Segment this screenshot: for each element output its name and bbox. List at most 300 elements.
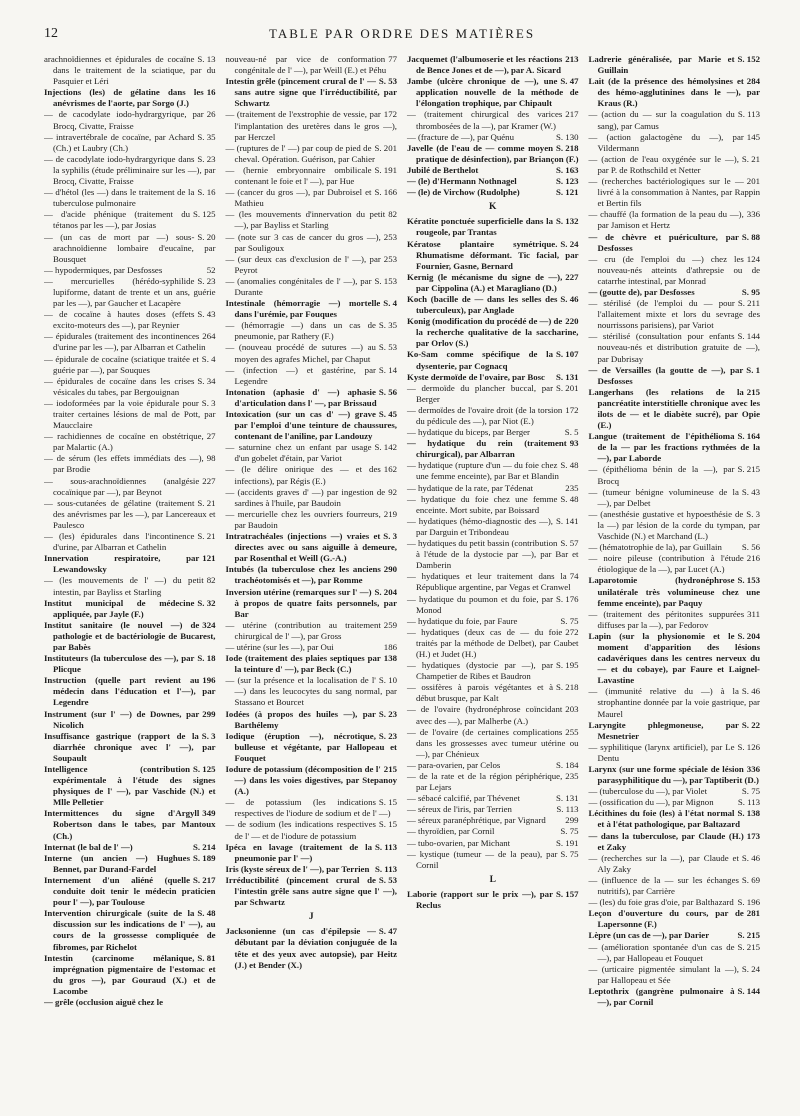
page-reference: S. 191 bbox=[556, 837, 579, 848]
index-entry bbox=[44, 453, 216, 475]
index-entry bbox=[589, 897, 761, 908]
page-reference: 172 bbox=[565, 404, 579, 415]
index-entry bbox=[44, 675, 216, 708]
entry-text: Jacksonienne (un cas d'épilepsie — débutant par la déviation conjuguée de la tête et des yeux avec autopsie), par Heitz (J.) et Bender (X.) bbox=[225, 926, 397, 970]
page-reference: S. 191 bbox=[374, 164, 397, 175]
entry-text: Internat (le bal de l' —) bbox=[44, 841, 133, 852]
entry-text: Jubilé de Berthelot bbox=[407, 164, 479, 175]
entry-text: — hydatique du foie, par Faure bbox=[407, 615, 518, 626]
index-entry bbox=[226, 642, 398, 653]
entry-text: — (hémorragie —) dans un cas de pneumonie, par Rathery (F.) bbox=[225, 320, 376, 342]
entry-text: Kératose plantaire symétrique. Rhumatisme déformant. Tic facial, par Fournier, Gasne, Bernard bbox=[407, 238, 579, 271]
page-reference: S. 10 bbox=[378, 675, 397, 686]
entry-text: — de l'ovaire (hydronéphrose coïncidant avec des —), par Malherbe (A.) bbox=[407, 704, 563, 726]
index-entry bbox=[589, 54, 761, 76]
entry-text: — de la rate et de la région périphérique, par Lejars bbox=[407, 771, 563, 793]
entry-text: — chauffé (la formation de la peau du —), par Jamison et Hertz bbox=[588, 209, 744, 231]
entry-text: — syphilitique (larynx artificiel), par Le Dentu bbox=[588, 741, 735, 763]
page-reference: S. 214 bbox=[193, 841, 216, 852]
page-reference: 215 bbox=[383, 764, 397, 774]
entry-text: — (action du — sur la coagulation du sang), par Camus bbox=[588, 109, 735, 131]
index-entry bbox=[226, 709, 398, 731]
index-entry bbox=[589, 298, 761, 331]
index-entry bbox=[407, 571, 579, 593]
index-entry bbox=[44, 354, 216, 376]
page-number: 12 bbox=[44, 26, 58, 41]
index-entry bbox=[589, 76, 761, 109]
page-reference: S. 75 bbox=[741, 786, 760, 797]
index-entry bbox=[226, 387, 398, 409]
entry-text: Konig (modification du procédé de —) de la recherche qualitative de la saccharine, par Orlov (S.) bbox=[407, 316, 579, 349]
page-reference: 121 bbox=[202, 553, 216, 564]
entry-text: — (infection —) et gastérine, par Legendre bbox=[225, 364, 376, 386]
index-entry bbox=[226, 298, 398, 320]
page-reference: S. 131 bbox=[556, 793, 579, 804]
page-reference: 284 bbox=[746, 76, 760, 87]
entry-text: — sous-arachnoïdiennes (analgésie cocaïnique par —), par Beynot bbox=[44, 475, 200, 497]
page-reference: S. 21 bbox=[741, 153, 760, 164]
index-entry bbox=[407, 294, 579, 316]
index-entry bbox=[589, 542, 761, 553]
index-entry bbox=[407, 349, 579, 371]
entry-text: — (traitement chirurgical des varices thrombosées de la —), par Kramer (W.) bbox=[407, 109, 563, 131]
page-reference: S. 5 bbox=[564, 427, 579, 438]
page-reference: 196 bbox=[202, 675, 216, 686]
page-reference: S. 153 bbox=[737, 575, 760, 586]
entry-text: — (les) du foie gras d'oie, par Balthazard bbox=[588, 897, 734, 908]
entry-text: — (cancer du gros —), par Dubroisel et Mathieu bbox=[225, 187, 372, 209]
entry-text: Jambe (ulcère chronique de —), une application nouvelle de la méthode de l'élongation trophique, par Chipault bbox=[407, 76, 579, 109]
page-reference: S. 3 bbox=[383, 531, 397, 542]
entry-text: — (ruptures de l' —) par coup de pied de cheval. Opération. Guérison, par Cahier bbox=[225, 142, 375, 164]
index-entry bbox=[589, 331, 761, 364]
entry-text: — épidurales de cocaïne dans les crises vésicales du tabes, par Bergouignan bbox=[44, 375, 195, 397]
index-column bbox=[44, 54, 216, 1116]
index-column bbox=[407, 54, 579, 1116]
entry-text: Lèpre (un cas de —), par Darier bbox=[588, 930, 710, 941]
index-entry bbox=[589, 942, 761, 964]
index-entry bbox=[589, 365, 761, 387]
page-reference: S. 163 bbox=[556, 164, 579, 175]
page-reference: 213 bbox=[565, 54, 579, 64]
entry-text: — intravertébrale de cocaïne, par Achard (Ch.) et Laubry (Ch.) bbox=[44, 131, 195, 153]
page-reference: 93 bbox=[569, 438, 579, 449]
index-entry bbox=[407, 760, 579, 771]
entry-text: — (anomalies congénitales de l' —), par Durante bbox=[225, 275, 372, 297]
page-reference: 227 bbox=[202, 475, 216, 486]
index-entry bbox=[407, 793, 579, 804]
entry-text: Iode (traitement des plaies septiques par la teinture d' —), par Beck (C.) bbox=[225, 653, 381, 675]
index-entry bbox=[589, 387, 761, 431]
index-entry bbox=[44, 87, 216, 109]
page-reference: S. 75 bbox=[560, 615, 579, 626]
page-reference: S. 15 bbox=[378, 797, 397, 808]
index-entry bbox=[407, 838, 579, 849]
entry-text: — (recherches bactériologiques sur le — livré à la consommation à Nantes, par Rappin et Bertin fils bbox=[588, 176, 760, 209]
entry-text: — de cacodylate iodo-hydrargyrique, par Brocq, Civatte, Fraisse bbox=[44, 109, 204, 131]
index-entry bbox=[589, 509, 761, 542]
index-entry bbox=[589, 575, 761, 608]
page-reference: S. 47 bbox=[378, 926, 397, 937]
entry-text: — (épithélioma bénin de la —), par Brocq bbox=[588, 464, 735, 486]
index-entry bbox=[226, 76, 398, 109]
entry-text: — hydatiques et leur traitement dans la République argentine, par Vegas et Cranwel bbox=[407, 571, 571, 593]
entry-text: Lait (de la présence des hémolysines et des hémo-agglutinines dans le —), par Kraus (R.) bbox=[588, 76, 760, 109]
entry-text: — de chèvre et puériculture, par Desfosses bbox=[588, 231, 739, 253]
index-entry bbox=[226, 442, 398, 464]
index-entry bbox=[226, 531, 398, 564]
entry-text: Instruction (quelle part revient au médecin dans l'éducation et l'—), par Legendre bbox=[44, 675, 216, 708]
index-entry bbox=[407, 494, 579, 516]
index-entry bbox=[44, 232, 216, 265]
index-entry bbox=[589, 487, 761, 509]
index-entry bbox=[589, 431, 761, 464]
entry-text: Intestin (carcinome mélanique, imprégnation pigmentaire de l'estomac et du gros —), par Gouraud (X.) et de Lacombe bbox=[44, 952, 216, 996]
entry-text: — (amélioration spontanée d'un cas de —), par Hallopeau et Fouquet bbox=[588, 941, 735, 963]
index-entry bbox=[226, 731, 398, 764]
page-reference: S. 22 bbox=[741, 719, 760, 730]
entry-text: — stérilisé (consultation pour enfants nouveau-nés et distribution gratuite de —), par Dubrisay bbox=[588, 331, 760, 364]
entry-text: — cru (de l'emploi du —) chez les nouveau-nés atteints d'athrepsie ou de catarrhe intestinal, par Monrad bbox=[588, 253, 760, 286]
index-entry bbox=[226, 464, 398, 486]
page-reference: S. 176 bbox=[556, 593, 579, 604]
page-reference: S. 53 bbox=[378, 342, 397, 353]
index-entry bbox=[44, 598, 216, 620]
page-reference: S. 69 bbox=[741, 874, 760, 885]
section-letter: L bbox=[489, 874, 496, 885]
index-entry bbox=[226, 143, 398, 165]
entry-text: Instituteurs (la tuberculose des —), par Plicque bbox=[44, 653, 195, 675]
index-entry bbox=[407, 176, 579, 187]
entry-text: — d'acide phénique (traitement du tétanos par les —), par Josias bbox=[44, 209, 190, 231]
entry-text: — hydatiques (hémo-diagnostic des —), par Darguin et Tribondeau bbox=[407, 515, 553, 537]
entry-text: — dermoïdes de l'ovaire droit (de la torsion du pédicule des —), par Niot (E.) bbox=[407, 404, 563, 426]
index-entry bbox=[589, 875, 761, 897]
entry-text: — ossifères à parois végétantes et à début brusque, par Kalt bbox=[407, 682, 553, 704]
entry-text: — (fracture de —), par Quénu bbox=[407, 131, 514, 142]
index-entry bbox=[226, 276, 398, 298]
index-entry bbox=[226, 409, 398, 442]
page-reference: 52 bbox=[206, 264, 216, 275]
entry-text: — (action galactogène du —), par Vildermann bbox=[588, 131, 744, 153]
index-entry bbox=[226, 675, 398, 708]
entry-text: — (urticaire pigmentée simulant la —), par Hallopeau et Sée bbox=[588, 963, 739, 985]
index-entry bbox=[589, 287, 761, 298]
page-reference: 172 bbox=[383, 109, 397, 120]
page-reference: S. 57 bbox=[560, 538, 579, 549]
page-reference: 235 bbox=[565, 771, 579, 781]
entry-text: — (sur deux cas d'exclusion de l' —), par Peyrot bbox=[225, 253, 381, 275]
index-entry bbox=[407, 516, 579, 538]
index-entry bbox=[407, 889, 579, 911]
index-entry bbox=[589, 176, 761, 209]
index-entry bbox=[589, 831, 761, 853]
index-entry bbox=[44, 620, 216, 653]
page-reference: S. 46 bbox=[741, 852, 760, 863]
page-reference: S. 45 bbox=[378, 409, 397, 419]
index-entry bbox=[407, 54, 579, 76]
page-reference: 235 bbox=[565, 482, 579, 493]
index-entry bbox=[226, 165, 398, 187]
entry-text: Intermittences du signe d'Argyll Robertson dans le tabes, par Mantoux (Ch.) bbox=[44, 808, 216, 841]
index-entry bbox=[589, 254, 761, 287]
index-entry bbox=[44, 764, 216, 808]
entry-text: Institut municipal de médecine appliquée, par Jayle (F.) bbox=[44, 597, 195, 619]
page-reference: S. 121 bbox=[556, 187, 579, 198]
page-reference: S. 3 bbox=[201, 730, 216, 741]
entry-text: Intoxication (sur un cas d' —) grave par l'emploi d'une teinture de chaussures, contenant de l'aniline, par Landouzy bbox=[225, 409, 397, 442]
page-reference: S. 215 bbox=[737, 930, 760, 941]
index-entry bbox=[44, 908, 216, 952]
entry-text: Innervation respiratoire, par Lewandowsky bbox=[44, 553, 200, 575]
page-reference: S. 23 bbox=[378, 730, 397, 741]
page-reference: S. 23 bbox=[197, 275, 216, 286]
entry-text: — mercurielle chez les ouvriers fourreurs, par Baudoin bbox=[225, 508, 381, 530]
index-entry bbox=[44, 709, 216, 731]
page-reference: S. 152 bbox=[737, 54, 760, 64]
page-reference: 98 bbox=[206, 453, 216, 464]
page-reference: 203 bbox=[565, 704, 579, 715]
index-entry bbox=[44, 132, 216, 154]
index-entry bbox=[226, 209, 398, 231]
page-reference: 216 bbox=[746, 553, 760, 564]
index-entry bbox=[589, 908, 761, 930]
entry-text: Leptothrix (gangrène pulmonaire à —), par Cornil bbox=[588, 985, 735, 1007]
page-reference: S. 141 bbox=[556, 515, 579, 526]
entry-text: Ladrerie généralisée, par Marie et Guillain bbox=[588, 54, 735, 76]
index-entry bbox=[407, 143, 579, 165]
entry-text: — (hernie embryonnaire ombilicale contenant le foie et l' —), par Hue bbox=[225, 164, 372, 187]
index-entry bbox=[226, 842, 398, 864]
entry-text: — de l'ovaire (de certaines complications dans les grossesses avec tumeur utérine ou —), par Chénieux bbox=[407, 726, 579, 759]
entry-text: — de sodium (les indications respectives de l' — et de l'iodure de potassium bbox=[225, 819, 376, 841]
entry-text: Laryngite phlegmoneuse, par Mesnetrier bbox=[588, 719, 739, 741]
page-reference: 16 bbox=[206, 87, 216, 98]
page-reference: S. 153 bbox=[374, 275, 397, 286]
page-reference: S. 218 bbox=[556, 142, 579, 153]
page-reference: 27 bbox=[206, 431, 216, 442]
page-reference: S. 53 bbox=[378, 76, 397, 87]
index-entry bbox=[407, 815, 579, 826]
page-reference: S. 113 bbox=[737, 797, 760, 808]
index-entry bbox=[589, 631, 761, 686]
index-entry bbox=[226, 54, 398, 76]
page-header bbox=[44, 26, 760, 44]
entry-text: — hydatique de la rate, par Tédenat bbox=[407, 482, 534, 493]
index-entry bbox=[44, 431, 216, 453]
entry-text: Intestin grêle (pincement crural de l' — sans autre signe que l'irréductibilité, par Schwartz bbox=[225, 76, 397, 109]
index-entry bbox=[44, 276, 216, 309]
entry-text: — (hématotrophie de la), par Guillain bbox=[588, 542, 722, 553]
index-column bbox=[589, 54, 761, 1116]
page-reference: 82 bbox=[388, 209, 397, 220]
page-reference: 253 bbox=[383, 253, 397, 264]
entry-text: — (nouveau procédé de sutures —) au moyen des agrafes Michel, par Chaput bbox=[225, 342, 376, 364]
entry-text: — (tuberculose du —), par Violet bbox=[588, 786, 708, 797]
entry-text: — (les) épidurales dans l'incontinence d'urine, par Albarran et Cathelin bbox=[44, 531, 195, 553]
index-entry bbox=[407, 372, 579, 383]
entry-text: — sébacé calcifié, par Thévenet bbox=[407, 793, 520, 804]
entry-text: — (goutte de), par Desfosses bbox=[588, 286, 695, 297]
index-entry bbox=[407, 538, 579, 571]
page-reference: 186 bbox=[383, 641, 397, 652]
index-entry bbox=[44, 498, 216, 531]
index-entry bbox=[589, 154, 761, 176]
entry-text: Injections (les) de gélatine dans les anévrismes de l'aorte, par Sorgo (J.) bbox=[44, 87, 204, 109]
page-reference: S. 113 bbox=[737, 109, 760, 120]
entry-text: Intestinale (hémorragie —) mortelle dans l'urémie, par Fouques bbox=[225, 298, 381, 320]
index-columns bbox=[44, 54, 760, 1116]
entry-text: Lécithines du foie (les) à l'état normal et à l'état pathologique, par Baltazard bbox=[588, 808, 741, 830]
index-entry bbox=[407, 460, 579, 482]
entry-text: — hypodermiques, par Desfosses bbox=[44, 264, 163, 275]
index-entry bbox=[226, 797, 398, 819]
index-entry bbox=[407, 132, 579, 143]
page-reference: 215 bbox=[746, 386, 760, 397]
index-entry bbox=[226, 487, 398, 509]
index-entry bbox=[407, 76, 579, 109]
page-reference: S. 144 bbox=[737, 985, 760, 996]
entry-text: — (sur la présence et la localisation de l' —) dans les leucocytes du sang normal, par Stassano et Bourcet bbox=[225, 675, 397, 708]
index-entry bbox=[407, 272, 579, 294]
page-reference: S. 1 bbox=[746, 364, 760, 375]
page-reference: S. 130 bbox=[556, 131, 579, 142]
page-reference: 220 bbox=[565, 316, 579, 327]
index-entry bbox=[407, 438, 579, 460]
index-entry bbox=[407, 804, 579, 815]
entry-text: — épidurales (traitement des incontinences d'urine par les —), par Albarran et Cathelin bbox=[44, 331, 206, 353]
index-entry bbox=[589, 742, 761, 764]
page-reference: S. 204 bbox=[374, 586, 397, 597]
entry-text: — (accidents graves d' —) par ingestion de sardines à l'huile, par Baudoin bbox=[225, 486, 386, 508]
index-entry bbox=[589, 786, 761, 797]
entry-text: — stérilisé (de l'emploi du — pour l'allaitement mixte et lors du sevrage des nourrissons parisiens), par Variot bbox=[588, 298, 760, 331]
page-reference: 253 bbox=[383, 231, 397, 242]
entry-text: Intonation (aphasie d' —) aphasie d'articulation dans l' —, par Brissaud bbox=[225, 386, 377, 408]
entry-text: — d'hétol (les —) dans le traitement de la tuberculose pulmonaire bbox=[44, 187, 195, 209]
page-reference: S. 3 bbox=[201, 397, 216, 408]
entry-text: — (traitement des péritonites suppurées diffuses par la —), par Fedorov bbox=[588, 608, 745, 630]
running-title: TABLE PAR ORDRE DES MATIÈRES bbox=[268, 26, 536, 41]
index-entry bbox=[589, 720, 761, 742]
page-reference: S. 218 bbox=[556, 682, 579, 693]
page-reference: S. 113 bbox=[374, 863, 397, 874]
entry-text: — kystique (tumeur — de la peau), par Cornil bbox=[407, 848, 558, 870]
page-reference: S. 24 bbox=[560, 238, 579, 249]
index-entry bbox=[44, 154, 216, 187]
page-reference: S. 23 bbox=[378, 708, 397, 719]
entry-text: — hydatique du foie chez une femme enceinte. Mort subite, par Boissard bbox=[407, 493, 558, 515]
entry-text: — (action de l'eau oxygénée sur le —), par P. de Rothschild et Netter bbox=[588, 153, 739, 175]
page-reference: 173 bbox=[746, 830, 760, 841]
entry-text: — grêle (occlusion aiguë chez le bbox=[44, 996, 163, 1007]
index-entry bbox=[226, 509, 398, 531]
page-reference: S. 138 bbox=[737, 808, 760, 819]
index-entry bbox=[407, 187, 579, 198]
entry-text: Irréductibilité (pincement crural de l'intestin grêle sans autre signe que l' —), par Schwartz bbox=[225, 874, 397, 908]
page-reference: S. 13 bbox=[197, 54, 216, 64]
entry-text: Intratrachéales (injections —) vraies et directes avec ou sans aiguille à demeure, par Rosenthal et Weill (G.-A.) bbox=[225, 531, 397, 564]
index-entry bbox=[226, 587, 398, 620]
entry-text: — de potassium (les indications respectives de l'iodure de sodium et de l' —) bbox=[225, 797, 391, 819]
index-entry bbox=[226, 564, 398, 586]
index-entry bbox=[44, 531, 216, 553]
page-reference: S. 20 bbox=[197, 231, 216, 242]
page-reference: 290 bbox=[383, 564, 397, 575]
index-entry bbox=[44, 875, 216, 908]
index-entry bbox=[407, 316, 579, 349]
index-entry bbox=[407, 109, 579, 131]
index-entry bbox=[589, 964, 761, 986]
entry-text: Institut sanitaire (le nouvel —) de pathologie et de bactériologie de Bucarest, par Babès bbox=[44, 619, 216, 652]
entry-text: Leçon d'ouverture du cours, par de Lapersonne (F.) bbox=[588, 908, 744, 930]
page-reference: S. 48 bbox=[560, 493, 579, 504]
entry-text: — (ossification du —), par Mignon bbox=[588, 797, 714, 808]
index-entry bbox=[44, 187, 216, 209]
page-reference: S. 113 bbox=[556, 804, 579, 815]
entry-text: arachnoïdiennes et épidurales de cocaïne dans le traitement de la sciatique, par du Pasquier et Léri bbox=[44, 54, 216, 87]
page-reference: 92 bbox=[388, 486, 397, 497]
entry-text: — de Versailles (la goutte de —), par Desfosses bbox=[588, 364, 744, 386]
index-entry bbox=[407, 627, 579, 660]
entry-text: — épidurale de cocaïne (sciatique traitée et guérie par —), par Souques bbox=[44, 353, 199, 375]
page-reference: 138 bbox=[383, 653, 397, 664]
page-reference: S. 142 bbox=[374, 442, 397, 453]
entry-text: Intubés (la tuberculose chez les anciens trachéotomisés et —), par Romme bbox=[225, 564, 381, 586]
page-reference: 82 bbox=[206, 575, 216, 586]
index-entry bbox=[44, 398, 216, 431]
index-entry bbox=[407, 660, 579, 682]
page-reference: S. 157 bbox=[556, 888, 579, 899]
entry-text: — tubo-ovarien, par Michant bbox=[407, 837, 511, 848]
index-entry bbox=[407, 594, 579, 616]
entry-text: — dermoïde du plancher buccal, par Berger bbox=[407, 382, 553, 404]
entry-text: — (un cas de mort par —) sous-arachnoïdienne lombaire d'eucaïne, par Bousquet bbox=[44, 231, 216, 264]
entry-text: — dans la tuberculose, par Claude (H.) et Zaky bbox=[588, 830, 744, 852]
index-entry bbox=[407, 849, 579, 871]
page-reference: S. 56 bbox=[378, 386, 397, 397]
index-entry bbox=[589, 553, 761, 575]
entry-text: — (note sur 3 cas de cancer du gros —), par Souligoux bbox=[225, 231, 381, 253]
page-reference: S. 195 bbox=[556, 660, 579, 671]
entry-text: — séreux de l'iris, par Terrien bbox=[407, 804, 512, 815]
index-entry bbox=[226, 254, 398, 276]
page-reference: S. 46 bbox=[741, 686, 760, 697]
entry-text: — (les mouvements d'innervation du petit —), par Bayliss et Starling bbox=[225, 209, 386, 231]
page-reference: 324 bbox=[202, 619, 216, 630]
index-entry bbox=[44, 331, 216, 353]
page-reference: 311 bbox=[747, 608, 760, 619]
page-reference: S. 95 bbox=[741, 286, 760, 297]
entry-text: — (tumeur bénigne volumineuse de la —), par Delbet bbox=[588, 486, 739, 508]
page-reference: S. 53 bbox=[378, 874, 397, 885]
entry-text: Kernig (le mécanisme du signe de —), par Cippolina (A.) et Maragliano (D.) bbox=[407, 271, 563, 293]
index-entry bbox=[589, 132, 761, 154]
page-reference: S. 14 bbox=[378, 364, 397, 375]
index-entry bbox=[407, 427, 579, 438]
entry-text: — thyroïdien, par Cornil bbox=[407, 826, 495, 837]
section-letter: J bbox=[308, 912, 314, 923]
section-letter: K bbox=[489, 202, 497, 213]
index-entry bbox=[589, 232, 761, 254]
index-entry bbox=[44, 653, 216, 675]
entry-text: — hydatique du poumon et du foie, par Monod bbox=[407, 593, 553, 615]
page-reference: 299 bbox=[202, 708, 216, 719]
page-reference: S. 4 bbox=[383, 298, 397, 309]
page-reference: 74 bbox=[569, 571, 579, 582]
index-entry bbox=[226, 875, 398, 908]
page-reference: S. 4 bbox=[201, 353, 216, 364]
